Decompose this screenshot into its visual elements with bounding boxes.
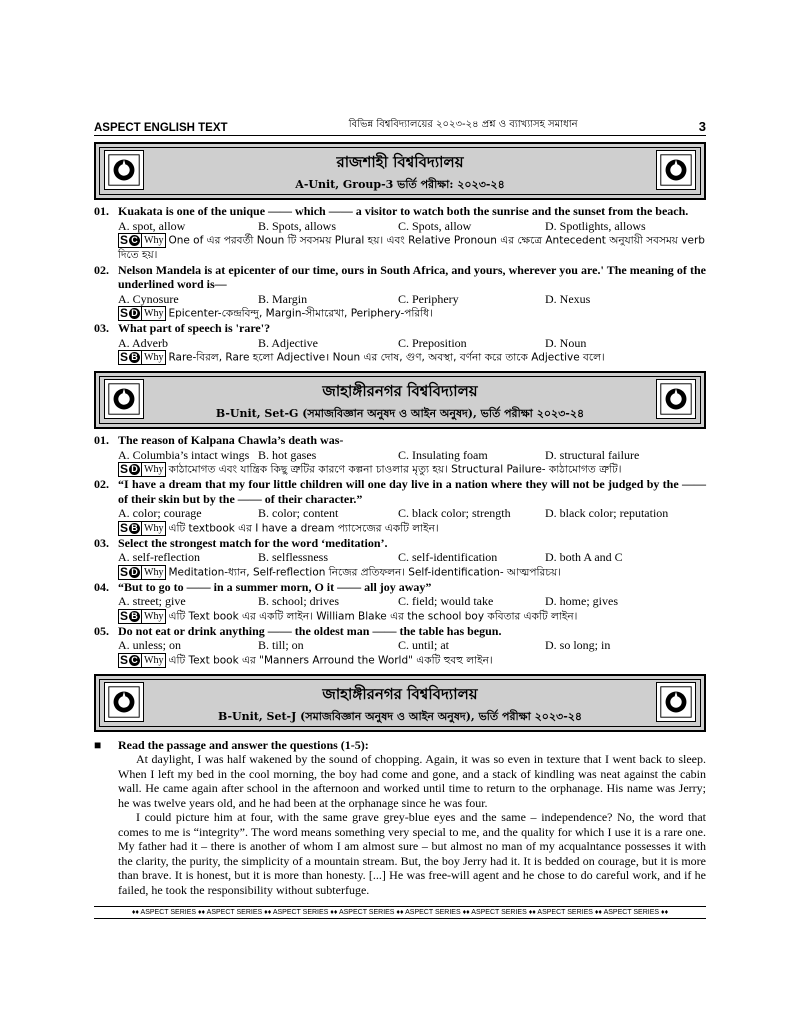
university-banner <box>94 142 706 200</box>
why-label: Why <box>141 566 165 579</box>
answer-option: D. Nexus <box>545 291 591 306</box>
why-label: Why <box>141 307 165 320</box>
answer-option: C. Spots, allow <box>398 218 472 233</box>
question-number: 04. <box>94 579 109 594</box>
options-row <box>94 448 706 463</box>
sections <box>94 142 706 732</box>
solution-text: Epicenter-কেন্দ্রবিন্দু, Margin-সীমারেখা, Periphery-পরিধি। <box>168 307 433 320</box>
answer-option: B. till; on <box>258 638 304 652</box>
university-logo-icon <box>656 379 696 419</box>
answer-option: D. structural failure <box>545 447 640 462</box>
university-logo-icon <box>104 150 144 190</box>
solution-mark: S <box>120 608 129 623</box>
solution <box>94 462 706 477</box>
answer-option: A. self-reflection <box>118 550 200 564</box>
solution-text: এটি Text book এর "Manners Arround the World" একটি হুবহু লাইন। <box>168 654 493 666</box>
passage-paragraph: At daylight, I was half wakened by the sound of chopping. Again, it was so even in texture that I went back to sleep. When I left my bed in the cool morning, the boy had come and gone, and a stack of kindling was neat against the cabin wall. He came again after school in the afternoon and worked until time to return to the orphanage. His name was Jerry; he was twelve years old, and he had been at the orphanage since he was four. <box>118 752 706 810</box>
answer-letter: B <box>129 352 140 363</box>
solution-mark: S <box>120 564 129 579</box>
answer-option: C. black color; strength <box>398 506 511 520</box>
answer-option: A. Adverb <box>118 335 168 350</box>
answer-option: D. Noun <box>545 335 587 350</box>
options-row <box>94 506 706 521</box>
answer-letter: C <box>129 235 140 246</box>
university-name: জাহাঙ্গীরনগর বিশ্ববিদ্যালয় <box>322 382 478 400</box>
page-number: 3 <box>698 119 706 134</box>
passage-heading: Read the passage and answer the questions (1-5): <box>118 737 369 752</box>
answer-option: A. unless; on <box>118 638 181 652</box>
answer-option: B. selflessness <box>258 550 328 564</box>
options-row <box>94 550 706 565</box>
question-item <box>94 580 706 624</box>
question-number: 02. <box>94 262 109 277</box>
answer-option: B. Spots, allows <box>258 218 337 233</box>
why-label: Why <box>141 351 165 364</box>
question-number: 01. <box>94 204 109 218</box>
solution-text: এটি Text book এর একটি লাইন। William Blake এর the school boy কবিতার একটি লাইন। <box>168 610 578 622</box>
question-number: 02. <box>94 477 109 491</box>
university-name: রাজশাহী বিশ্ববিদ্যালয় <box>336 153 464 171</box>
university-logo-icon <box>656 150 696 190</box>
solution-badge <box>118 306 166 321</box>
answer-option: C. Insulating foam <box>398 447 488 462</box>
options-row <box>94 336 706 351</box>
question-item <box>94 624 706 668</box>
answer-option: D. home; gives <box>545 594 618 608</box>
answer-option: D. so long; in <box>545 638 611 652</box>
question-item <box>94 263 706 322</box>
why-label: Why <box>141 654 165 667</box>
answer-option: D. Spotlights, allows <box>545 218 646 233</box>
header-subtitle: বিভিন্ন বিশ্ববিদ্যালয়ের ২০২৩-২৪ প্রশ্ন ও ব্যাখ্যাসহ সমাধান <box>348 119 578 130</box>
university-logo-icon <box>104 682 144 722</box>
answer-letter: C <box>129 655 140 666</box>
solution-badge <box>118 609 166 624</box>
question-text: “I have a dream that my four little children will one day live in a nation where they will not be judged by the —— of their skin but by the —— of their character.” <box>118 477 706 506</box>
answer-option: C. self-identification <box>398 550 498 564</box>
passage-heading-row <box>94 738 706 753</box>
question-item <box>94 477 706 536</box>
question-text: “But to go to —— in a summer morn, O it —— all joy away” <box>118 579 432 594</box>
solution-text: কাঠামোগত এবং যান্ত্রিক কিছু ত্রুটির কারণে কল্পনা চাওলার মৃত্যু হয়। Structural Pailure- কাঠামোগত ত্রুটি। <box>168 463 622 476</box>
page <box>94 116 706 897</box>
answer-option: A. color; courage <box>118 506 202 520</box>
exam-unit: B-Unit, Set-G (সমাজবিজ্ঞান অনুষদ ও আইন অনুষদ), ভর্তি পরীক্ষা ২০২৩-২৪ <box>215 407 585 420</box>
answer-letter: D <box>129 308 140 319</box>
answer-letter: D <box>129 567 140 578</box>
solution-badge <box>118 521 166 536</box>
solution <box>94 653 706 668</box>
answer-option: D. both A and C <box>545 550 623 564</box>
answer-option: A. Cynosure <box>118 291 179 306</box>
why-label: Why <box>141 522 165 535</box>
solution-badge <box>118 233 166 248</box>
solution-badge <box>118 653 166 668</box>
question-number: 01. <box>94 433 109 447</box>
passage-paragraph: I could picture him at four, with the same grave grey-blue eyes and the same – independence? No, the word that comes to me is “integrity”. The word means something very special to me, and the quality for which I use it is a rare one. My father had it – there is another of whom I am almost sure – but almost no man of my acqualntance possesses it with the clarity, the purity, the simplicity of a mountain stream. But, the boy Jerry had it. It is bedded on courage, but it is more than brave. It is honest, but it is more than honesty. [...] He was free-will agent and he chose to do careful work, and if he failed, he took the responsibility without subterfuge. <box>118 810 706 897</box>
answer-option: B. color; content <box>258 506 339 520</box>
answer-option: A. Columbia’s intact wings <box>118 447 250 462</box>
why-label: Why <box>141 463 165 476</box>
solution-badge <box>118 350 166 365</box>
answer-option: D. black color; reputation <box>545 506 669 520</box>
solution-mark: S <box>120 350 129 365</box>
answer-letter: B <box>129 523 140 534</box>
answer-option: B. hot gases <box>258 447 317 462</box>
solution-mark: S <box>120 233 129 248</box>
reading-passage <box>94 738 706 898</box>
solution <box>94 565 706 580</box>
question-text: What part of speech is 'rare'? <box>118 321 271 335</box>
answer-letter: B <box>129 611 140 622</box>
solution-badge <box>118 565 166 580</box>
book-title: ASPECT ENGLISH TEXT <box>94 122 228 134</box>
square-bullet-icon: ■ <box>94 737 102 752</box>
options-row <box>94 292 706 307</box>
answer-option: C. field; would take <box>398 594 494 608</box>
page-footer: ♦♦ ASPECT SERIES ♦♦ ASPECT SERIES ♦♦ ASPECT SERIES ♦♦ ASPECT SERIES ♦♦ ASPECT SERIES ♦♦ ASPECT SERIES ♦♦ ASPECT SERIES ♦♦ ASPECT SERIES ♦♦ <box>94 906 706 919</box>
answer-option: B. school; drives <box>258 594 339 608</box>
page-header <box>94 116 706 136</box>
options-row <box>94 219 706 234</box>
question-item <box>94 321 706 365</box>
solution-text: এটি textbook এর I have a dream প্যাসেজের একটি লাইন। <box>168 522 439 534</box>
question-text: Kuakata is one of the unique —— which —— a visitor to watch both the sunrise and the sunset from the beach. <box>118 204 689 218</box>
answer-option: C. Periphery <box>398 291 459 306</box>
solution <box>94 306 706 321</box>
question-text: Do not eat or drink anything —— the oldest man —— the table has begun. <box>118 623 502 638</box>
why-label: Why <box>141 610 165 623</box>
answer-option: C. until; at <box>398 638 449 652</box>
options-row <box>94 594 706 609</box>
solution-mark: S <box>120 462 129 477</box>
solution <box>94 350 706 365</box>
solution <box>94 521 706 536</box>
options-row <box>94 638 706 653</box>
answer-option: B. Adjective <box>258 335 318 350</box>
question-number: 05. <box>94 623 109 638</box>
why-label: Why <box>141 234 165 247</box>
solution-text: Meditation-ধ্যান, Self-reflection নিজের প্রতিফলন। Self-identification- আত্মপরিচয়। <box>168 566 561 578</box>
question-text: The reason of Kalpana Chawla’s death was- <box>118 433 344 447</box>
answer-option: A. spot, allow <box>118 218 186 233</box>
university-banner <box>94 371 706 429</box>
answer-letter: D <box>129 464 140 475</box>
solution-mark: S <box>120 306 129 321</box>
solution-text: One of এর পরবর্তী Noun টি সবসময় Plural হয়। এবং Relative Pronoun এর ক্ষেত্রে Antecedent অনুযায়ী সবসময় verb দিতে হয়। <box>118 234 705 261</box>
university-banner <box>94 674 706 732</box>
solution-text: Rare-বিরল, Rare হলো Adjective। Noun এর দোষ, গুণ, অবস্থা, বর্ণনা করে তাকে Adjective বলে। <box>168 351 605 364</box>
question-item <box>94 433 706 477</box>
university-logo-icon <box>104 379 144 419</box>
solution-mark: S <box>120 520 129 535</box>
exam-unit: B-Unit, Set-J (সমাজবিজ্ঞান অনুষদ ও আইন অনুষদ), ভর্তি পরীক্ষা ২০২৩-২৪ <box>217 709 583 723</box>
answer-option: C. Preposition <box>398 335 467 350</box>
question-item <box>94 536 706 580</box>
answer-option: B. Margin <box>258 291 308 306</box>
answer-option: A. street; give <box>118 594 186 608</box>
solution <box>94 233 706 263</box>
solution-mark: S <box>120 652 129 667</box>
question-list <box>94 433 706 668</box>
question-list <box>94 204 706 365</box>
solution <box>94 609 706 624</box>
university-name: জাহাঙ্গীরনগর বিশ্ববিদ্যালয় <box>322 684 478 703</box>
question-number: 03. <box>94 535 109 550</box>
question-number: 03. <box>94 321 109 335</box>
university-logo-icon <box>656 682 696 722</box>
solution-badge <box>118 462 166 477</box>
question-item <box>94 204 706 263</box>
question-text: Nelson Mandela is at epicenter of our time, ours in South Africa, and yours, wherever you are.' The meaning of the underlined word is— <box>118 262 706 291</box>
question-text: Select the strongest match for the word ‘meditation’. <box>118 535 388 550</box>
exam-unit: A-Unit, Group-3 ভর্তি পরীক্ষা: ২০২৩-২৪ <box>295 178 505 191</box>
